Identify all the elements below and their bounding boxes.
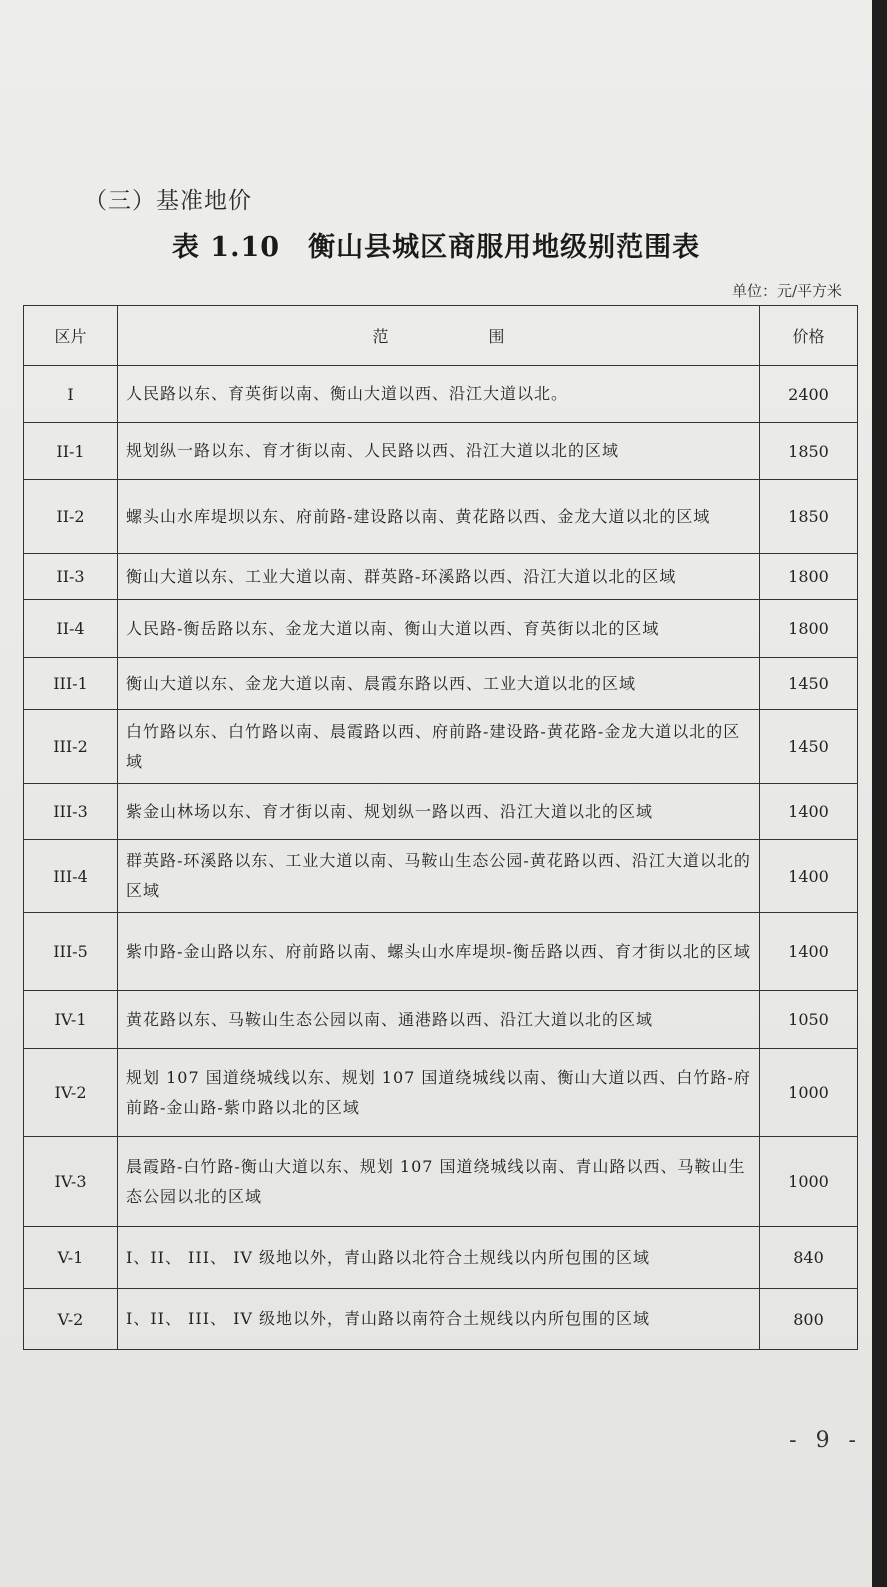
price-cell: 1000	[760, 1049, 858, 1137]
table-row	[24, 366, 858, 423]
table-number: 表 1.10	[171, 232, 281, 263]
zone-cell: II-3	[24, 554, 118, 600]
page-number: - 9 -	[789, 1428, 862, 1453]
price-cell: 1400	[760, 784, 858, 840]
table-row	[24, 554, 858, 600]
range-cell: 规划纵一路以东、育才街以南、人民路以西、沿江大道以北的区域	[118, 423, 760, 480]
table-row	[24, 991, 858, 1049]
table-row	[24, 480, 858, 554]
price-cell: 1450	[760, 710, 858, 784]
zone-cell: V-2	[24, 1289, 118, 1350]
table-title	[0, 225, 872, 264]
zone-cell: I	[24, 366, 118, 423]
zone-cell: IV-2	[24, 1049, 118, 1137]
header-range-part1: 范	[372, 327, 389, 346]
range-cell: 紫巾路-金山路以东、府前路以南、螺头山水库堤坝-衡岳路以西、育才街以北的区域	[118, 913, 760, 991]
price-cell: 1050	[760, 991, 858, 1049]
range-cell: I、II、 III、 IV 级地以外，青山路以南符合土规线以内所包围的区域	[118, 1289, 760, 1350]
header-zone: 区片	[24, 306, 118, 366]
range-cell: 紫金山林场以东、育才街以南、规划纵一路以西、沿江大道以北的区域	[118, 784, 760, 840]
zone-cell: II-2	[24, 480, 118, 554]
zone-cell: III-3	[24, 784, 118, 840]
price-cell: 1800	[760, 600, 858, 658]
range-cell: 晨霞路-白竹路-衡山大道以东、规划 107 国道绕城线以南、青山路以西、马鞍山生态公园以北的区域	[118, 1137, 760, 1227]
section-heading: （三）基准地价	[84, 188, 252, 214]
range-cell: I、II、 III、 IV 级地以外，青山路以北符合土规线以内所包围的区域	[118, 1227, 760, 1289]
range-cell: 白竹路以东、白竹路以南、晨霞路以西、府前路-建设路-黄花路-金龙大道以北的区域	[118, 710, 760, 784]
table-row	[24, 784, 858, 840]
table-row	[24, 1049, 858, 1137]
zone-cell: III-5	[24, 913, 118, 991]
table-row	[24, 1137, 858, 1227]
zone-cell: III-4	[24, 840, 118, 913]
table-row	[24, 423, 858, 480]
price-cell: 1450	[760, 658, 858, 710]
table-row	[24, 600, 858, 658]
price-cell: 800	[760, 1289, 858, 1350]
table-row	[24, 1227, 858, 1289]
table-header-row	[24, 306, 858, 366]
range-cell: 衡山大道以东、工业大道以南、群英路-环溪路以西、沿江大道以北的区域	[118, 554, 760, 600]
unit-label: 单位：元/平方米	[731, 282, 842, 300]
price-cell: 1850	[760, 423, 858, 480]
land-grade-table	[23, 305, 858, 1350]
table-title-text: 衡山县城区商服用地级别范围表	[308, 232, 701, 263]
range-cell: 群英路-环溪路以东、工业大道以南、马鞍山生态公园-黄花路以西、沿江大道以北的区域	[118, 840, 760, 913]
zone-cell: II-1	[24, 423, 118, 480]
price-cell: 1400	[760, 840, 858, 913]
zone-cell: IV-1	[24, 991, 118, 1049]
price-cell: 1000	[760, 1137, 858, 1227]
zone-cell: V-1	[24, 1227, 118, 1289]
header-range-part2: 围	[488, 327, 505, 346]
price-cell: 840	[760, 1227, 858, 1289]
table-row	[24, 1289, 858, 1350]
header-range	[118, 306, 760, 366]
price-cell: 1400	[760, 913, 858, 991]
zone-cell: IV-3	[24, 1137, 118, 1227]
zone-cell: II-4	[24, 600, 118, 658]
zone-cell: III-2	[24, 710, 118, 784]
table-row	[24, 913, 858, 991]
range-cell: 人民路-衡岳路以东、金龙大道以南、衡山大道以西、育英街以北的区域	[118, 600, 760, 658]
header-price: 价格	[760, 306, 858, 366]
range-cell: 规划 107 国道绕城线以东、规划 107 国道绕城线以南、衡山大道以西、白竹路-府前路-金山路-紫巾路以北的区域	[118, 1049, 760, 1137]
range-cell: 人民路以东、育英街以南、衡山大道以西、沿江大道以北。	[118, 366, 760, 423]
range-cell: 衡山大道以东、金龙大道以南、晨霞东路以西、工业大道以北的区域	[118, 658, 760, 710]
page-edge-shadow	[872, 0, 887, 1587]
table-row	[24, 658, 858, 710]
range-cell: 黄花路以东、马鞍山生态公园以南、通港路以西、沿江大道以北的区域	[118, 991, 760, 1049]
price-cell: 2400	[760, 366, 858, 423]
table-row	[24, 840, 858, 913]
table-row	[24, 710, 858, 784]
price-cell: 1850	[760, 480, 858, 554]
range-cell: 螺头山水库堤坝以东、府前路-建设路以南、黄花路以西、金龙大道以北的区域	[118, 480, 760, 554]
price-cell: 1800	[760, 554, 858, 600]
zone-cell: III-1	[24, 658, 118, 710]
